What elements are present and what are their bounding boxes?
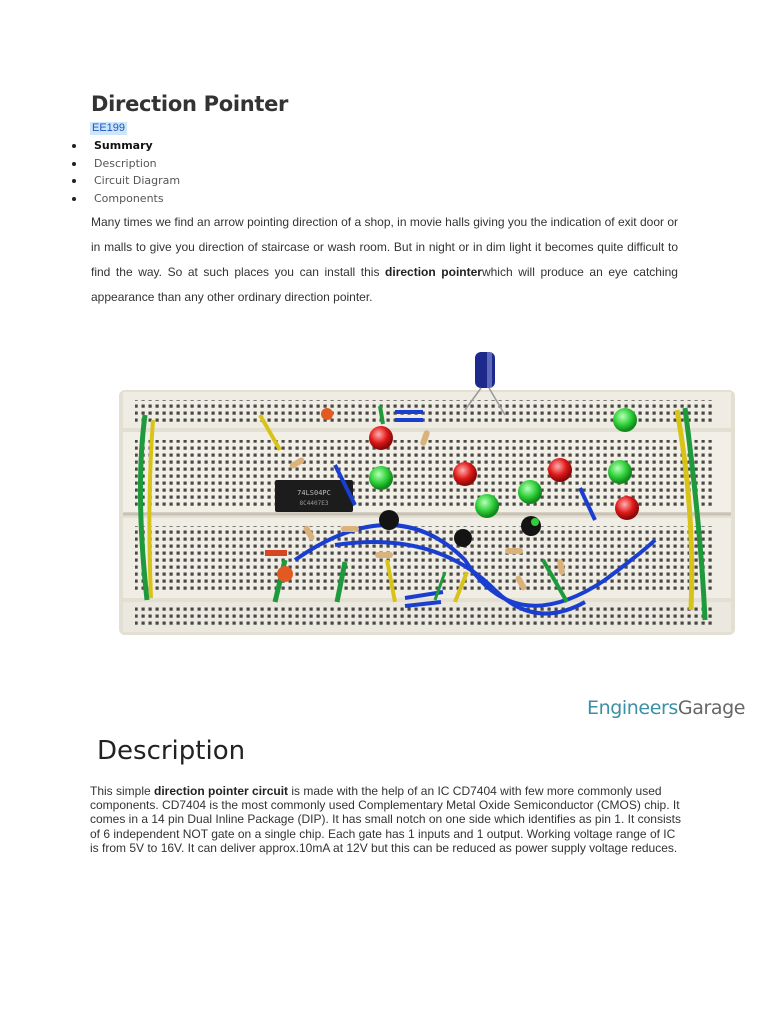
ceramic-capacitor-2 bbox=[277, 566, 293, 582]
nav-item-circuit-diagram[interactable]: Circuit Diagram bbox=[72, 172, 180, 190]
description-paragraph bbox=[90, 784, 682, 855]
desc-bold-term: direction pointer circuit bbox=[154, 784, 289, 798]
desc-text-2: is made with the help of an IC CD7404 with few more commonly used components. CD7404 is the most commonly used Complementary Metal Oxide Semiconductor (CMOS) chip. It comes in a 14 pin Dual Inline Package (DIP). It has small notch on one side which identifies as pin 1. It consists of 6 independent NOT gate on a single chip. Each gate has 1 inputs and 1 output. Working voltage range of IC is from 5V to 16V. It can deliver approx.10mA at 12V but this can be reduced as power supply voltage reduces. bbox=[90, 784, 681, 855]
article-tag-link[interactable]: EE199 bbox=[92, 122, 126, 134]
engineers-garage-logo bbox=[587, 697, 745, 719]
brand-part-1: Engineers bbox=[587, 697, 678, 719]
intro-text-2: which will produce an eye catching appearance than any other ordinary direction pointer. bbox=[91, 265, 678, 304]
nav-item-components[interactable]: Components bbox=[72, 190, 180, 208]
intro-bold-term: direction pointer bbox=[385, 265, 482, 279]
intro-paragraph bbox=[91, 210, 678, 310]
desc-text-1: This simple bbox=[90, 784, 155, 798]
breadboard bbox=[119, 390, 735, 635]
ic-chip bbox=[275, 480, 353, 512]
intro-text-1: Many times we find an arrow pointing direction of a shop, in movie halls giving you the indication of exit door or in malls to give you direction of staircase or wash room. But in night or in dim light it becomes quite difficult to find the way. So at such places you can install this bbox=[91, 215, 678, 279]
breadboard-circuit-photo bbox=[105, 340, 745, 640]
brand-part-2: Garage bbox=[677, 697, 746, 719]
nav-item-summary[interactable]: Summary bbox=[72, 137, 180, 155]
nav-item-description[interactable]: Description bbox=[72, 155, 180, 173]
ceramic-capacitor-1 bbox=[321, 408, 333, 420]
chip-label-2: 8C4407E3 bbox=[299, 500, 329, 507]
page-title: Direction Pointer bbox=[91, 92, 289, 116]
section-nav bbox=[72, 137, 180, 207]
section-heading-description: Description bbox=[97, 736, 246, 766]
chip-label-1: 74LS04PC bbox=[297, 489, 331, 497]
